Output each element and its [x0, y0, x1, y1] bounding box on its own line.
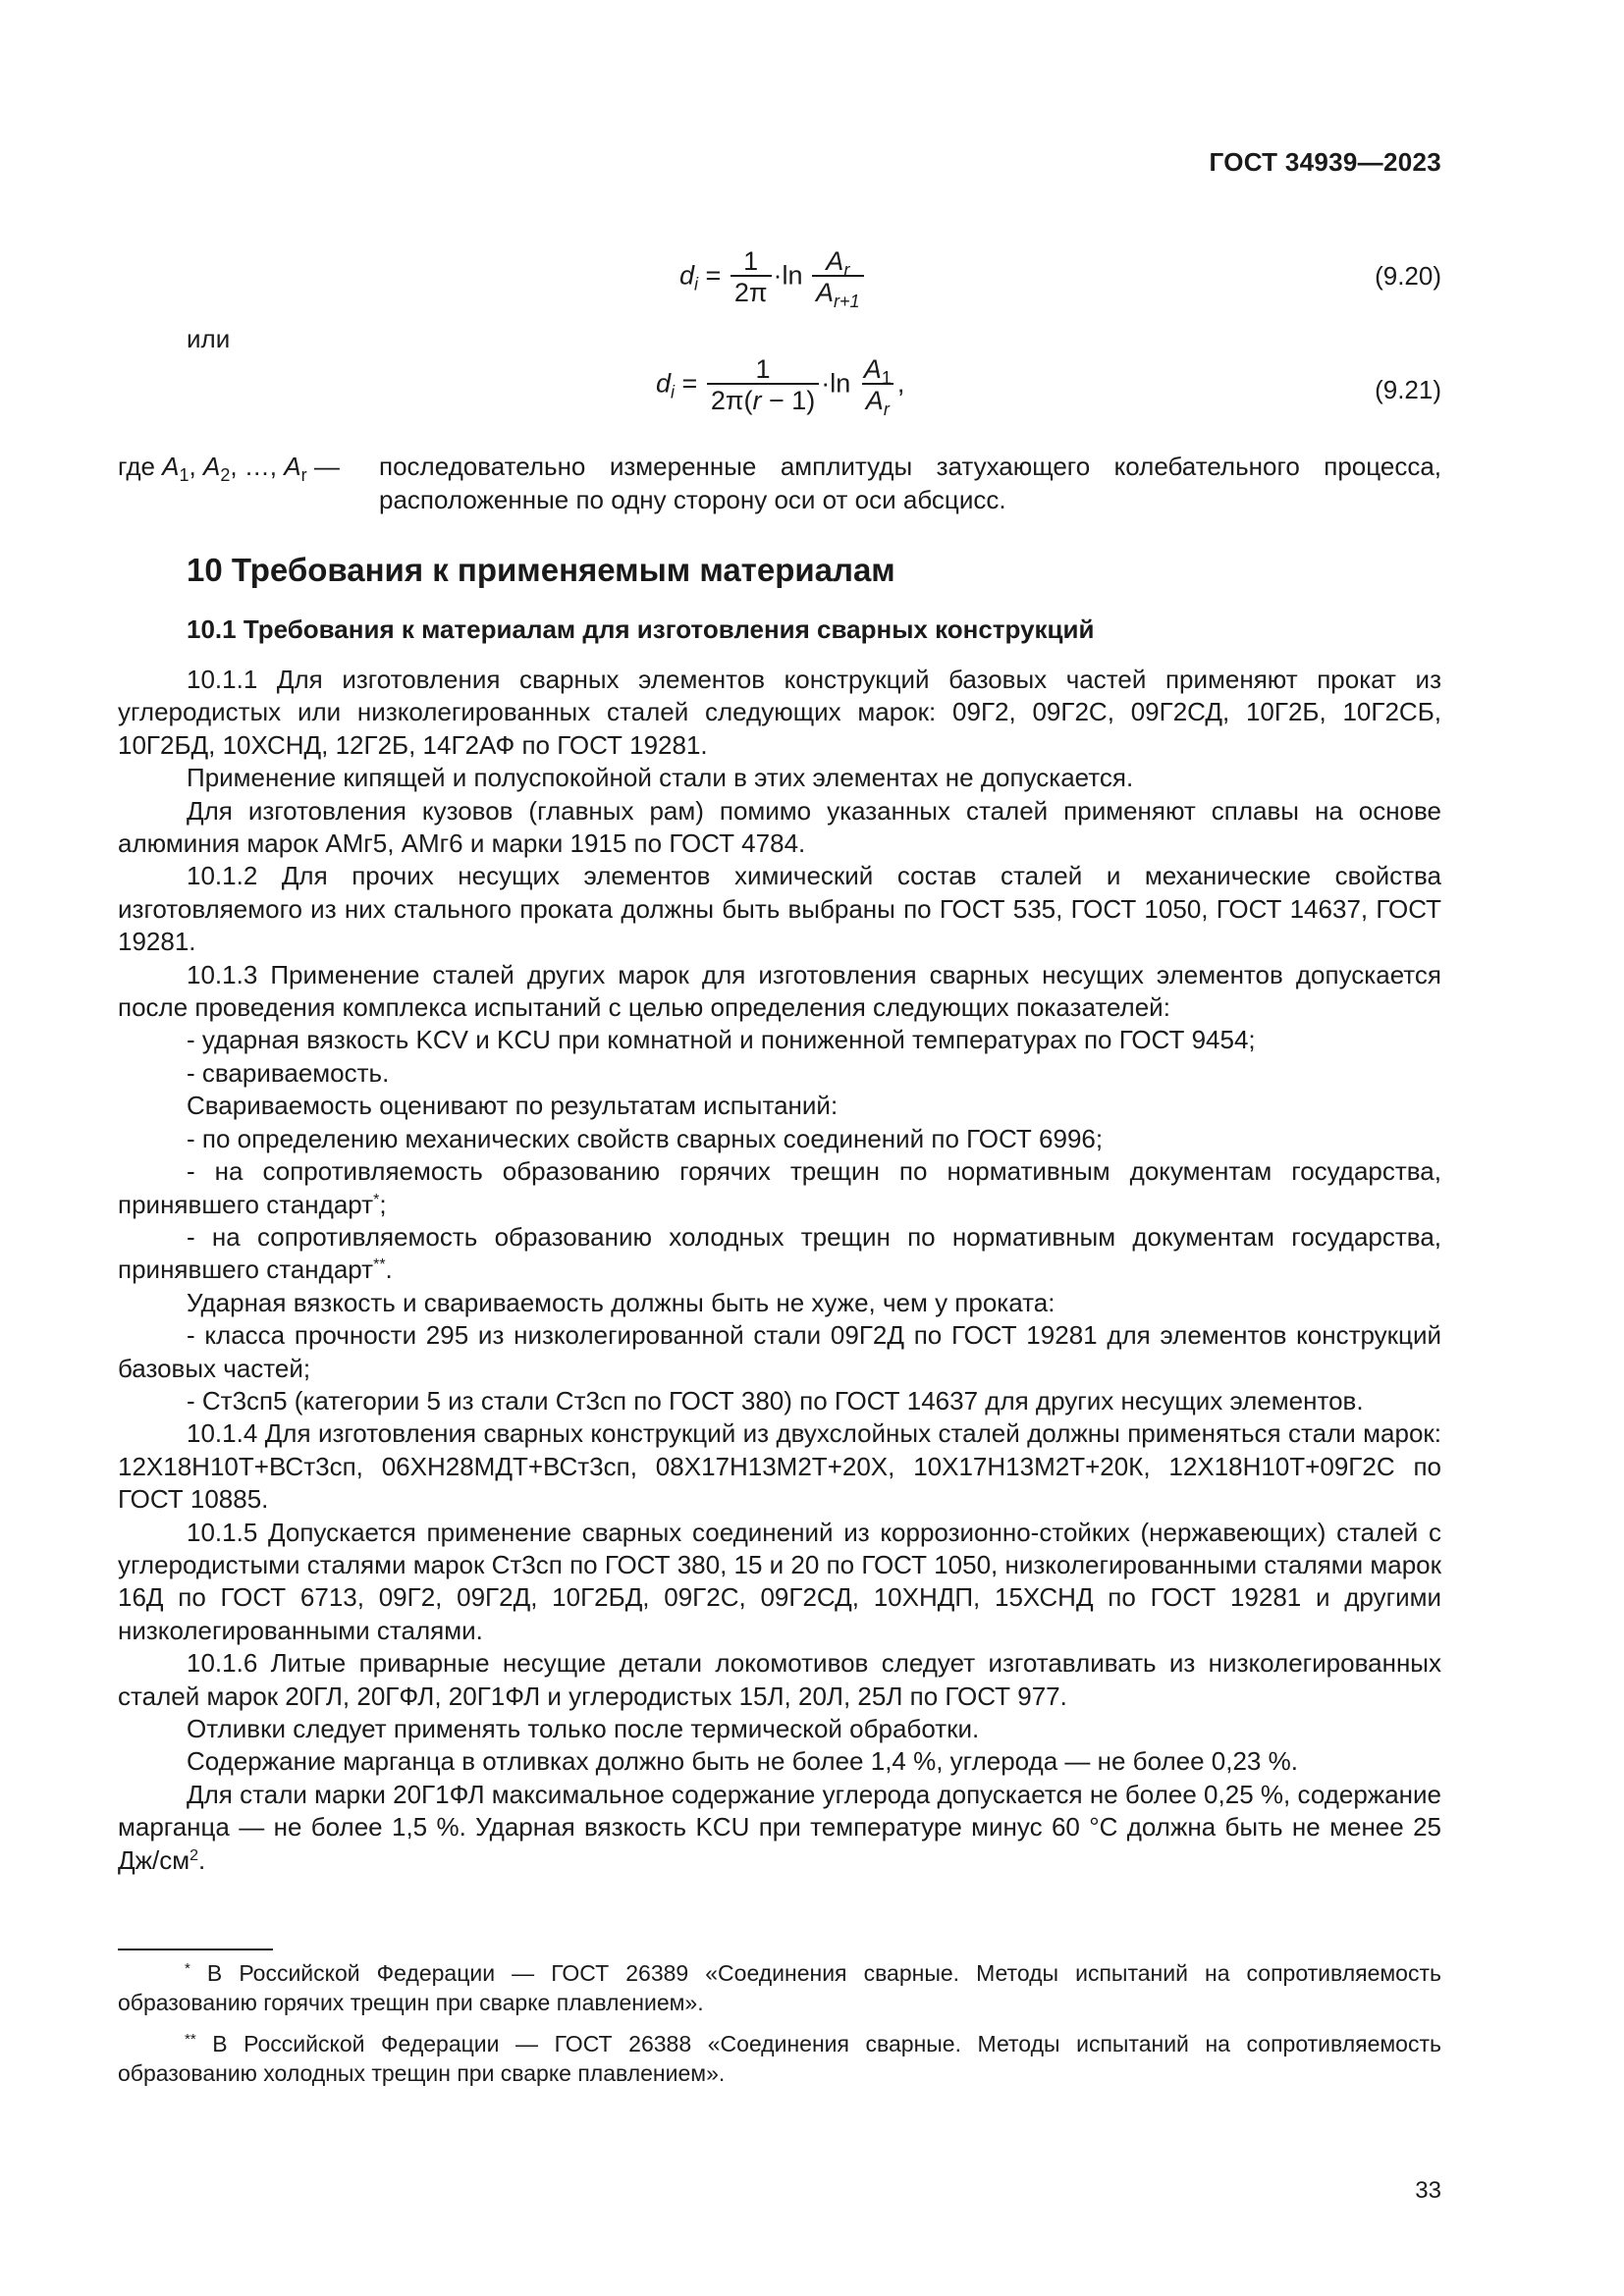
paragraph-end: ; — [379, 1189, 387, 1219]
where-prefix: где — [118, 452, 163, 481]
fraction-numerator: 1 — [743, 246, 759, 276]
footnote-text: В Российской Федерации — ГОСТ 26388 «Соединения сварные. Методы испытаний на сопротивляемость образованию холодных трещин при сварке плавлением». — [118, 2031, 1441, 2086]
list-item: - Ст3сп5 (категории 5 из стали Ст3сп по ГОСТ 380) по ГОСТ 14637 для других несущих элементов. — [187, 1385, 1364, 1415]
paragraph: Свариваемость оценивают по результатам испытаний: — [187, 1091, 839, 1121]
page-number: 33 — [1415, 2177, 1441, 2204]
list-item-hot-cracks — [118, 1155, 1441, 1221]
paragraph: 10.1.6 Литые приварные несущие детали локомотивов следует изготавливать из низколегированных сталей марок 20ГЛ, 20ГФЛ, 20Г1ФЛ и углеродистых 15Л, 20Л, 25Л по ГОСТ 977. — [118, 1648, 1441, 1711]
formula-ln: ln — [830, 368, 851, 399]
fraction-1 — [731, 247, 772, 307]
var-sub: r — [300, 465, 307, 485]
formula-comma: , — [896, 368, 905, 399]
den-part: − 1) — [761, 386, 816, 416]
paragraph: Содержание марганца в отливках должно быть не более 1,4 %, углерода — не более 0,23 %. — [187, 1746, 1298, 1777]
var-sub: r — [883, 400, 890, 420]
separator: , …, — [230, 452, 285, 481]
section-body — [118, 550, 1441, 1877]
paragraph: 10.1.4 Для изготовления сварных конструкций из двухслойных сталей должны применяться стали марок: 12Х18Н10Т+ВСт3сп, 06ХН28МДТ+ВСт3сп, 08Х17Н13М2Т+20Х, 10Х17Н13М2Т+20К, 12Х18Н10Т+09Г2С по ГОСТ 10885. — [118, 1418, 1441, 1515]
var-a: A — [863, 354, 882, 384]
paragraph: Ударная вязкость и свариваемость должны быть не хуже, чем у проката: — [187, 1287, 1056, 1317]
footnote-mark: ** — [185, 2031, 196, 2048]
list-item: - ударная вязкость KCV и KCU при комнатной и пониженной температурах по ГОСТ 9454; — [187, 1025, 1256, 1055]
subsection-title: 10.1 Требования к материалам для изготовления сварных конструкций — [187, 614, 1095, 644]
dash: — — [306, 452, 340, 481]
fraction-2 — [812, 246, 864, 312]
var-sub: 2 — [220, 465, 231, 485]
fraction-numerator — [822, 246, 853, 280]
fraction-denominator — [707, 383, 819, 414]
paragraph: Для изготовления кузовов (главных рам) помимо указанных сталей применяют сплавы на основе алюминия марок АМг5, АМг6 и марки 1915 по ГОСТ 4784. — [118, 795, 1441, 859]
var-a: A — [865, 386, 884, 416]
paragraph: 10.1.2 Для прочих несущих элементов химический состав сталей и механические свойства изготовляемого из них стального проката должны быть выбраны по ГОСТ 535, ГОСТ 1050, ГОСТ 14637, ГОСТ 19281. — [118, 861, 1441, 957]
list-item: - класса прочности 295 из низколегированной стали 09Г2Д по ГОСТ 19281 для элементов конструкций базовых частей; — [118, 1320, 1441, 1383]
footnote-mark: * — [185, 1960, 190, 1977]
formula-lhs-sub: i — [671, 382, 676, 402]
paragraph: Применение кипящей и полуспокойной стали в этих элементах не допускается. — [187, 763, 1134, 793]
list-item: - свариваемость. — [187, 1057, 390, 1088]
formula-lhs: d — [679, 260, 695, 291]
formula-9-20 — [679, 246, 866, 312]
document-id-header: ГОСТ 34939—2023 — [1209, 147, 1441, 177]
var-sub: 1 — [881, 368, 892, 388]
var-sub: r — [843, 260, 850, 280]
fraction-denominator — [862, 383, 893, 420]
footnote-ref: ** — [373, 1256, 386, 1274]
var-a: A — [826, 246, 844, 276]
fraction-denominator: 2π — [731, 275, 772, 306]
list-item: - по определению механических свойств сварных соединений по ГОСТ 6996; — [187, 1123, 1104, 1153]
paragraph: 10.1.5 Допускается применение сварных соединений из коррозионно-стойких (нержавеющих) сталей с углеродистыми сталями марок Ст3сп по ГОСТ 380, 15 и 20 по ГОСТ 1050, низколегированными сталями марок 16Д по ГОСТ 6713, 09Г2, 09Г2Д, 10Г2БД, 09Г2С, 09Г2СД, 10ХНДП, 15ХСНД по ГОСТ 19281 и другими низколегированными сталями. — [118, 1517, 1441, 1645]
footnote — [118, 2029, 1441, 2088]
equation-number-9-20: (9.20) — [1375, 261, 1441, 291]
superscript: 2 — [189, 1846, 199, 1864]
paragraph-end: . — [198, 1844, 206, 1875]
formula-9-21 — [656, 354, 905, 420]
variable-list — [118, 450, 340, 483]
formula-dot: · — [821, 368, 831, 399]
fraction-numerator — [860, 354, 895, 388]
footnote-ref: * — [373, 1191, 380, 1208]
fraction-2 — [860, 354, 895, 420]
variable-description: последовательно измеренные амплитуды затухающего колебательного процесса, расположенные по одну сторону оси от оси абсцисс. — [379, 452, 1441, 514]
footnotes — [118, 1958, 1441, 2100]
var-a1: A — [162, 452, 180, 481]
section-title: 10 Требования к применяемым материалам — [187, 552, 895, 588]
paragraph-text: - на сопротивляемость образованию горячих трещин по нормативным документам государства, принявшего стандарт — [118, 1156, 1441, 1219]
footnote-divider — [118, 1949, 273, 1950]
var-a2: A — [202, 452, 221, 481]
var-r: r — [752, 386, 762, 416]
fraction-1 — [707, 355, 819, 415]
footnote — [118, 1958, 1441, 2017]
formula-ln: ln — [782, 260, 803, 291]
den-part: 2π( — [710, 386, 753, 416]
separator: , — [189, 452, 203, 481]
paragraph-end: . — [385, 1255, 393, 1285]
var-ar: A — [284, 452, 301, 481]
paragraph-text: - на сопротивляемость образованию холодных трещин по нормативным документам государства, принявшего стандарт — [118, 1221, 1441, 1285]
variable-explanation — [118, 450, 1441, 516]
equation-number-9-21: (9.21) — [1375, 375, 1441, 404]
conjunction-or: или — [187, 324, 231, 353]
list-item-cold-cracks — [118, 1221, 1441, 1287]
formula-eq: = — [705, 260, 722, 291]
var-a: A — [816, 278, 835, 308]
fraction-denominator — [812, 275, 864, 312]
paragraph: Отливки следует применять только после термической обработки. — [187, 1714, 980, 1743]
var-sub: 1 — [179, 465, 189, 485]
formula-lhs-sub: i — [694, 274, 699, 294]
footnote-text: В Российской Федерации — ГОСТ 26389 «Соединения сварные. Методы испытаний на сопротивляемость образованию горячих трещин при сварке плавлением». — [118, 1960, 1441, 2015]
paragraph: 10.1.1 Для изготовления сварных элементов конструкций базовых частей применяют прокат из углеродистых или низколегированных сталей следующих марок: 09Г2, 09Г2С, 09Г2СД, 10Г2Б, 10Г2СБ, 10Г2БД, 10ХСНД, 12Г2Б, 14Г2АФ по ГОСТ 19281. — [118, 665, 1441, 760]
formula-eq: = — [681, 368, 698, 399]
formula-lhs: d — [656, 368, 672, 399]
paragraph-last — [118, 1779, 1441, 1877]
var-sub: r+1 — [834, 292, 860, 312]
paragraph-text: Для стали марки 20Г1ФЛ максимальное содержание углерода допускается не более 0,25 %, содержание марганца — не более 1,5 %. Ударная вязкость KCU при температуре минус 60 °С должна быть не менее 25 Дж/см — [118, 1779, 1441, 1875]
paragraph: 10.1.3 Применение сталей других марок для изготовления сварных несущих элементов допускается после проведения комплекса испытаний с целью определения следующих показателей: — [118, 959, 1441, 1023]
fraction-numerator: 1 — [755, 354, 771, 384]
formula-dot: · — [773, 260, 783, 291]
